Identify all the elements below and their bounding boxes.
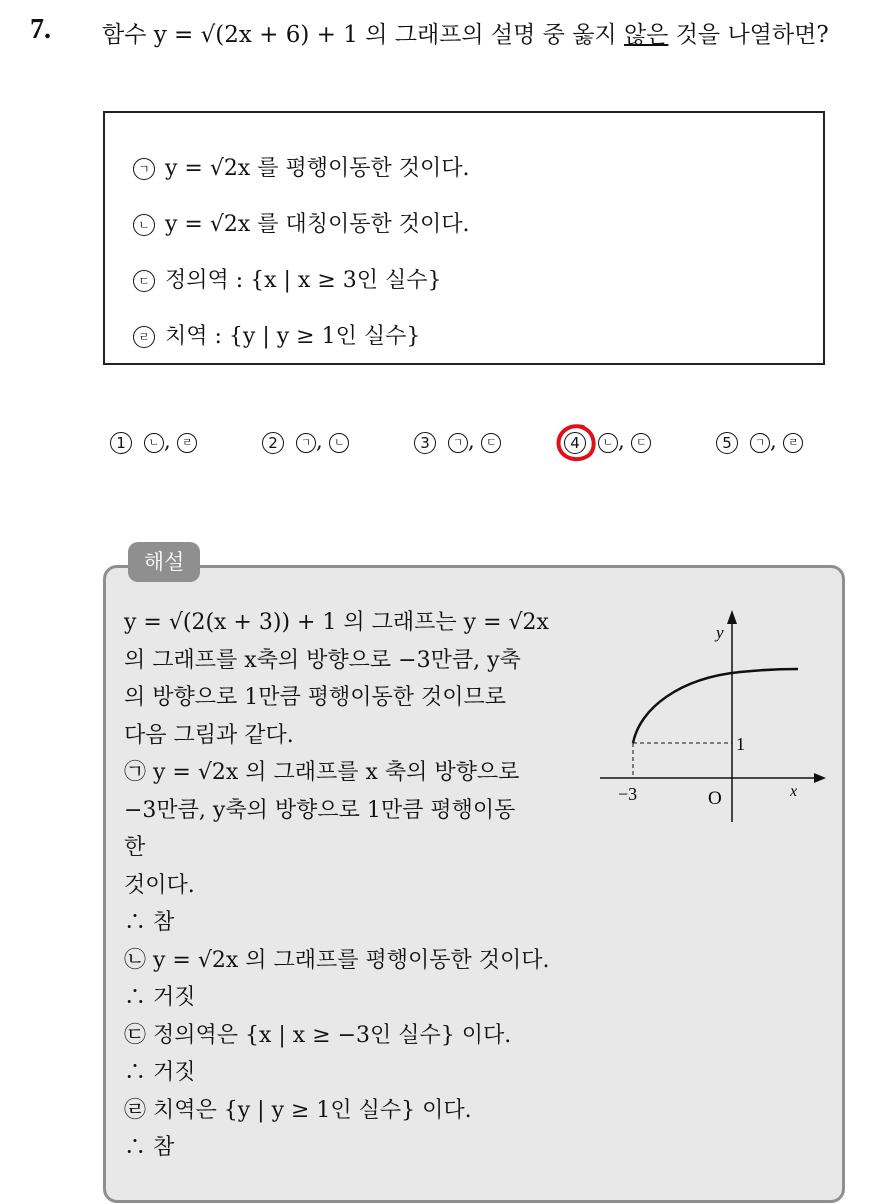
solution-line: 의 방향으로 1만큼 평행이동한 것이므로 (124, 685, 507, 710)
statement-text: 정의역 : {x | x ≥ 3인 실수} (165, 268, 442, 293)
choice-number: 3 (414, 432, 436, 454)
question-text-before: 의 그래프의 설명 중 옳지 (365, 22, 617, 48)
choice-1[interactable]: 1 ㄴ , ㄹ (110, 429, 197, 454)
solution-line: ∴ 거짓 (124, 985, 196, 1010)
choice-marker-a: ㄱ (296, 433, 316, 453)
solution-line: ㉢ 정의역은 {x | x ≥ −3인 실수} 이다. (124, 1022, 512, 1048)
choice-number: 5 (716, 432, 738, 454)
question-function: y = √(2x + 6) + 1 (153, 22, 358, 48)
solution-line: 다음 그림과 같다. (124, 722, 294, 748)
y-axis-arrow (727, 610, 737, 624)
choice-4[interactable]: 4 ㄴ , ㄷ (564, 429, 651, 454)
solution-line: ㉠ y = √2x 의 그래프를 x 축의 방향으로 (124, 760, 520, 785)
solution-line: ∴ 참 (124, 910, 175, 935)
choice-marker-b: ㄷ (631, 433, 651, 453)
answer-mark-circle (553, 421, 599, 465)
question-text (102, 16, 829, 49)
solution-text (124, 604, 644, 1167)
question-prefix: 함수 (102, 22, 147, 48)
solution-label: 해설 (128, 542, 200, 582)
choice-5[interactable]: 5 ㄱ , ㄹ (716, 429, 803, 454)
solution-line: 의 그래프를 x축의 방향으로 −3만큼, y축 (124, 647, 521, 673)
solution-line: ∴ 참 (124, 1135, 175, 1160)
statement-marker: ㄱ (133, 158, 155, 180)
solution-line: −3만큼, y축의 방향으로 1만큼 평행이동 (124, 797, 516, 823)
x-marker-label: −3 (618, 784, 638, 804)
statement-3 (133, 263, 442, 294)
statement-text: y = √2x 를 대칭이동한 것이다. (165, 212, 470, 237)
statement-text: y = √2x 를 평행이동한 것이다. (165, 156, 470, 181)
y-marker-label: 1 (736, 734, 745, 754)
question-number: 7. (30, 14, 51, 45)
choice-number: 1 (110, 432, 132, 454)
statement-4 (133, 319, 420, 350)
choice-marker-a: ㄴ (144, 433, 164, 453)
solution-line: y = √(2(x + 3)) + 1 의 그래프는 y = √2x (124, 610, 549, 635)
choice-marker-a: ㄱ (750, 433, 770, 453)
statement-2 (133, 207, 470, 238)
choice-marker-b: ㄷ (481, 433, 501, 453)
question-text-after: 것을 나열하면? (675, 22, 829, 48)
solution-line: 것이다. (124, 872, 195, 898)
choice-2[interactable]: 2 ㄱ , ㄴ (262, 429, 349, 454)
x-axis-label: x (790, 783, 798, 800)
choice-marker-b: ㄹ (177, 433, 197, 453)
choice-number: 4 (564, 432, 586, 454)
solution-graph (600, 600, 840, 830)
statement-marker: ㄴ (133, 214, 155, 236)
statement-marker: ㄷ (133, 270, 155, 292)
answer-choices (0, 429, 884, 465)
x-axis-arrow (814, 773, 826, 783)
choice-marker-a: ㄱ (448, 433, 468, 453)
solution-line: ㉡ y = √2x 의 그래프를 평행이동한 것이다. (124, 947, 550, 973)
choice-marker-b: ㄹ (783, 433, 803, 453)
function-curve (633, 669, 798, 743)
choice-number: 2 (262, 432, 284, 454)
solution-line: ㉣ 치역은 {y | y ≥ 1인 실수} 이다. (124, 1097, 472, 1123)
choice-marker-b: ㄴ (329, 433, 349, 453)
statement-1 (133, 151, 470, 182)
origin-label: O (708, 788, 722, 809)
solution-line: ∴ 거짓 (124, 1060, 196, 1085)
solution-line: 한 (124, 835, 146, 860)
y-axis-label: y (716, 623, 724, 642)
choice-marker-a: ㄴ (598, 433, 618, 453)
statement-text: 치역 : {y | y ≥ 1인 실수} (165, 324, 421, 349)
statement-marker: ㄹ (133, 326, 155, 348)
question-underlined: 않은 (623, 22, 669, 48)
statement-box (103, 111, 825, 365)
choice-3[interactable]: 3 ㄱ , ㄷ (414, 429, 501, 454)
